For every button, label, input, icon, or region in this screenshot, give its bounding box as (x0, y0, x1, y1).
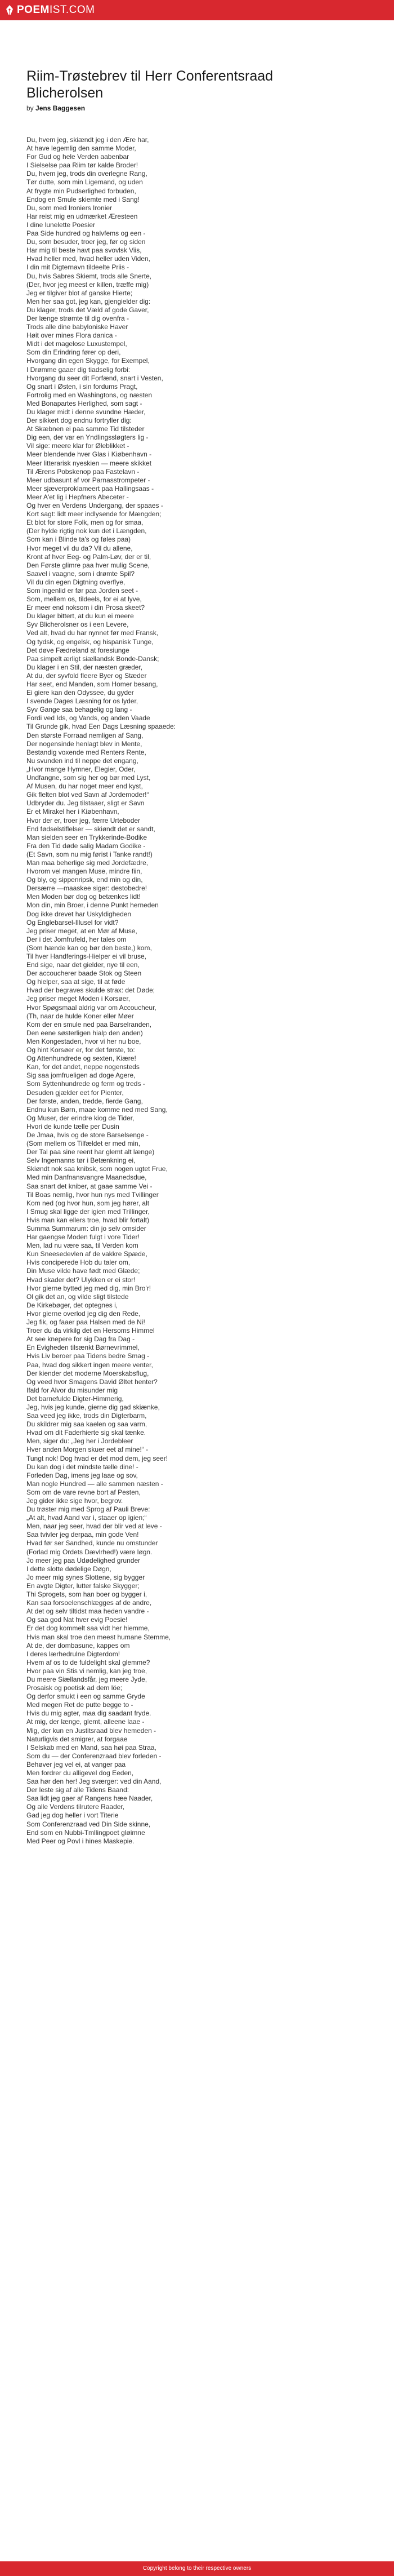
site-logo[interactable] (6, 4, 95, 16)
header-bar (0, 0, 394, 20)
poem-line: Der første, anden, tredde, fierde Gang, (26, 1097, 143, 1105)
poem-line: At see knepere for sig Dag fra Dag - (26, 1335, 135, 1344)
poem-line: Naturligvis det smigrer, at forgaae (26, 1735, 128, 1743)
poem-line: Hvorom vel mangen Muse, mindre fiin, (26, 867, 142, 876)
copyright-text: Copyright belong to their respective owners (142, 2565, 252, 2571)
poem-line: Til Ærens Pobskenop paa Fastelavn - (26, 467, 140, 476)
poem-line: Men, lad nu være saa, til Verden kom (26, 1242, 138, 1250)
poem-line: Paa Side hundred og halvfems og een - (26, 229, 146, 238)
poem-line: Og tydsk, og engelsk, og hispanisk Tunge, (26, 637, 154, 646)
poem-line: Summa Summarum: din jo selv omsider (26, 1225, 146, 1232)
poem-line: Har gaengse Moden fulgt i vore Tider! (26, 1233, 140, 1242)
poem-line: I svende Dages Læsning for os lyder, (26, 697, 138, 706)
poem-line: Der leste sig af alle Tidens Baand: (26, 1786, 129, 1794)
poem-line: End fødselstiflelser — skiøndt det er sandt, (26, 824, 155, 833)
poem-content (0, 68, 394, 1846)
poem-line: Du, som med Ironiers Ironier (26, 203, 113, 212)
poem-line: Men, siger du: „Jeg her i Jordebleer (26, 1437, 133, 1446)
logo-text (17, 4, 95, 16)
poem-line: Og snart i Østen, i sin fordums Pragt, (26, 382, 138, 391)
poem-line: Sig saa jomfrueligen ad doge Agere, (26, 1071, 136, 1080)
poem-line: For Gud og hele Verden aabenbar (26, 153, 129, 161)
logo-text-bold: POEM (17, 4, 50, 16)
poem-line: Og hver en Verdens Undergang, der spaaes - (26, 502, 163, 510)
poem-line: Kun Sneesedevlen af de vakkre Spæde, (26, 1250, 147, 1258)
poem-line: (Som hænde kan og bør den beste,) kom, (26, 943, 152, 952)
poem-line: Du klager bittert, at du kun ei meere (26, 612, 134, 620)
poem-line: Og Englebarsel-Illusel for vidt? (26, 918, 119, 926)
poem-line: Saa lidt jeg gaer af Rangens hæe Naader, (26, 1794, 153, 1803)
poem-line: Saa tvivler jeg derpaa, min gode Ven! (26, 1531, 139, 1539)
poem-line: Jeg er tilgiver blot af ganske Hierte; (26, 289, 133, 297)
poem-line: Der nogensinde henlagt blev in Mente, (26, 739, 142, 748)
poem-line: Den Første glimre paa hver mulig Scene, (26, 561, 150, 569)
poem-line: Men her saa got, jeg kan, gjengielder dig: (26, 297, 151, 305)
poem-line: Ved alt, hvad du har nynnet før med Fransk, (26, 629, 159, 637)
poem-line: Har mig til beste havt paa svovlsk Viis, (26, 246, 142, 255)
poem-line: Du, hvem jeg, trods din overlegne Rang, (26, 170, 147, 178)
poem-line: I Sielselse paa Riim tør kalde Broder! (26, 161, 138, 170)
poem-line: Hvor paa vin Stis vi nemlig, kan jeg troe, (26, 1666, 147, 1675)
poem-line: Hvis man skal troe den meest humane Stemme, (26, 1633, 171, 1641)
poem-line: Vil sige: meere klar for Øleblikket - (26, 442, 129, 450)
poem-line: Men, naar jeg seer, hvad der blir ved at leve - (26, 1522, 162, 1531)
poem-line: I dette slotte dødelige Døgn, (26, 1564, 111, 1573)
poem-line: Der sikkert dog endnu fortryller dig: (26, 416, 132, 425)
logo-text-light: IST.COM (49, 4, 95, 16)
poem-line: De Kirkebøger, det optegnes i, (26, 1301, 118, 1309)
poem-line: Som din Erindring fører op deri, (26, 348, 121, 357)
poem-line: Men Kongestaden, hvor vi her nu boe, (26, 1037, 141, 1045)
poem-line: Som, mellem os, tildeels, for ei at lyve, (26, 595, 142, 604)
poem-line: Et blot for store Folk, men og for smaa, (26, 518, 144, 527)
poem-line: Udbryder du. Jeg tilstaaer, sligt er Savn (26, 799, 145, 808)
poem-line: Og hint Korsøer er, for det første, to: (26, 1046, 135, 1054)
poem-line: Og Muser, der erindre kiog de Tider, (26, 1114, 135, 1122)
poem-line: At de, der dombasune, kappes om (26, 1641, 130, 1650)
poem-line: Saavel i vaagne, som i drømte Spil? (26, 569, 135, 578)
poem-line: Gad jeg dog heller i vort Titerie (26, 1811, 119, 1820)
poem-line: Hvorgang din egen Skygge, for Exempel, (26, 357, 150, 365)
poem-line: Der accoucherer baade Stok og Steen (26, 969, 142, 978)
poem-line: Man sielden seer en Trykkerinde-Bodike (26, 833, 147, 841)
poem-line: Behøver jeg vel ei, at vanger paa (26, 1760, 126, 1768)
poem-line: Og derfor smukt i een og samme Gryde (26, 1692, 145, 1701)
poem-line: Fra den Tid døde salig Madam Godike - (26, 841, 146, 850)
poem-line: Der Tal paa sine reent har glemt alt længe) (26, 1148, 155, 1156)
poem-line: End sige, naar det gielder, nye til een, (26, 961, 140, 969)
poem-line: Hvis conciperede Hob du taler om, (26, 1258, 131, 1267)
poem-line: Dog ikke drevet har Uskyldigheden (26, 910, 132, 918)
footer-bar (0, 2561, 394, 2576)
poem-line: Saa veed jeg ikke, trods din Digterbarm, (26, 1412, 147, 1420)
poem-line: At du, der syvfold fleere Byer og Stæder (26, 671, 147, 680)
poem-line: Med min Danfnansvangre Maanedsdue, (26, 1173, 147, 1182)
poem-line: Saa hør den her! Jeg sværger: ved din Aand, (26, 1777, 162, 1786)
poem-line: Ei giere kan den Odyssee, du gyder (26, 689, 134, 697)
poem-line: En Evigheden tilsænkt Børnevrimmel, (26, 1344, 140, 1352)
poem-line: I deres lærhedrulne Digterdom! (26, 1650, 120, 1658)
poem-line: Selv Ingemanns tør i Betænkning ei, (26, 1156, 136, 1165)
poem-line: Du klager i en Stil, der næsten græder, (26, 663, 143, 671)
poem-line: Jeg, hvis jeg kunde, gierne dig gad skiænke, (26, 1403, 160, 1411)
poem-line: Hvad der begraves skulde strax: det Døde; (26, 986, 155, 995)
poem-line: Som om de vare revne bort af Pesten, (26, 1488, 141, 1496)
poem-line: Som ingenlid er før paa Jorden seet - (26, 586, 138, 595)
poem-line: Kom der en smule ned paa Barselranden, (26, 1020, 152, 1028)
poem-line: Mon din, min Broer, i denne Punkt herneden (26, 901, 159, 910)
poem-line: (Forlad mig Ordets Dævlrhed!) være løgn. (26, 1548, 153, 1556)
poem-line: I Selskab med en Mand, saa høi paa Straa, (26, 1743, 156, 1752)
poem-line: Er et Mirakel her i Kiøbenhavn, (26, 808, 119, 816)
poem-line: Du skildrer mig saa kaelen og saa varm, (26, 1420, 147, 1429)
poem-line: Saa snart det kniber, at gaae samme Vei - (26, 1182, 153, 1190)
poem-line: Og hielper, saa at sige, til at føde (26, 978, 126, 986)
poem-line: Og saa god Nat hver evig Poesie! (26, 1616, 128, 1624)
poem-line: Hvori de kunde tælle per Dusin (26, 1122, 119, 1130)
poem-line: Ol gik det an, og vilde sligt tilstede (26, 1292, 129, 1301)
poem-line: Prosaisk og poetisk ad dem löe; (26, 1684, 123, 1692)
poem-line: At frygte min Pudserlighed forbuden, (26, 187, 136, 195)
poem-line: Meer sjæverproklameert paa Hallingsaas - (26, 484, 154, 493)
poem-line: Hvad før ser Sandhed, kunde nu omstunder (26, 1539, 158, 1548)
poem-line: Paa, hvad dog sikkert ingen meere venter, (26, 1360, 153, 1369)
poem-line: Jeg priser meget, at en Mør af Muse, (26, 926, 137, 935)
poem-line: Hvad heller med, hvad heller uden Viden, (26, 255, 150, 263)
poem-line: Hvorgang du seer dit Forfænd, snart i Vesten, (26, 374, 163, 382)
poem-line: Til hver Handferings-Hielper ei vil bruse, (26, 952, 146, 960)
poem-line: Meer blendende hver Glas i Kiøbenhavn - (26, 450, 152, 459)
poem-line: Og alle Verdens tilrutere Raader, (26, 1803, 125, 1811)
poem-line: Meer A'et lig i Hepfners Abeceter - (26, 493, 129, 501)
poem-line: Hvad skader det? Ulykken er ei stor! (26, 1275, 136, 1284)
poem-line: Til Grunde gik, hvad Een Dags Læsning spaaede: (26, 722, 176, 731)
byline (26, 104, 368, 112)
poem-line: Tør dutte, som min Ligemand, og uden (26, 178, 143, 187)
poem-line: Du trøster mig med Sprog af Pauli Breve: (26, 1505, 150, 1514)
poem-line: Du, hvem jeg, skiændt jeg i den Ære har, (26, 136, 149, 144)
poem-line: Hvor gierne bytted jeg med dig, min Bro'r! (26, 1284, 151, 1292)
poem-line: Som Syttenhundrede og ferm og treds - (26, 1080, 145, 1088)
poem-line: Meer udbasunt af vor Parnasstrompeter - (26, 476, 150, 484)
poem-line: Bestandig voxende med Renters Rente, (26, 748, 146, 756)
poem-line: (Der hylde rigtig nok kun det i Længden, (26, 527, 147, 535)
poem-line: Der kiender det moderne Moerskabsflug, (26, 1369, 149, 1377)
poem-line: Man nogle Hundred — alle sammen næsten - (26, 1479, 163, 1488)
poem-line: (Et Savn, som nu mig førist i Tanke randt!) (26, 850, 153, 858)
poem-line: Hvis du mig agter, maa dig saadant fryde. (26, 1709, 151, 1718)
poem-line: Gik flelten blot ved Savn af Jordemoder!“ (26, 791, 149, 799)
pen-nib-icon (6, 5, 14, 15)
poem-line: I Drømme gaaer dig tiadselig forbi: (26, 365, 131, 374)
poem-line: Hvis Liv beroer paa Tidens bedre Smag - (26, 1352, 150, 1360)
poem-line: Vil du din egen Digtning overflye, (26, 578, 126, 586)
poem-line: Endnu kun Børn, maae komme ned med Sang, (26, 1105, 168, 1114)
poem-line: Hvem af os to de fuldelight skal glemme? (26, 1658, 150, 1666)
poem-line: „At alt, hvad Aand var i, staaer op igien;“ (26, 1514, 147, 1522)
poem-line: Syv Blicherolsner os i een Levere, (26, 620, 129, 629)
poem-line: Kom ned (og hvor hun, som jeg hører, alt (26, 1199, 150, 1207)
poem-line: Mig, der kun en Justitsraad blev hemeden - (26, 1726, 156, 1735)
poem-line: Og veed hvor Smagens David Øltet henter? (26, 1377, 158, 1386)
poem-line: Du, hvis Sabres Skiemt, trods alle Snerte, (26, 272, 152, 280)
poem-line: Undfangne, som sig her og bør med Lyst, (26, 774, 151, 782)
poem-line: Til Boas nemlig, hvor hun nys med Tvillinger (26, 1190, 159, 1199)
poem-line: Er det dog kommelt saa vidt her hiemme, (26, 1624, 150, 1633)
poem-line: Hvor gierne overlod jeg dig den Rede, (26, 1309, 141, 1318)
poem-line: Og bly, og sippenripsk, end min og din, (26, 876, 143, 884)
poem-line: Det barnefulde Digter-Himmerig, (26, 1394, 124, 1403)
poem-line: Hvad om dit Faderhierte sig skal tænke. (26, 1429, 146, 1437)
poem-line: Kront af hver Eeg- og Palm-Løv, der er til, (26, 552, 151, 561)
poem-line: Hvor der er, troer jeg, færre Urteboder (26, 816, 141, 824)
poem-line: Jeg gider ikke sige hvor, begrov. (26, 1497, 123, 1505)
poem-line: Kan saa forsoelenschlægges af de andre, (26, 1599, 152, 1607)
poem-line: Hvor Spøgsmaal aldrig var om Accoucheur, (26, 1003, 156, 1012)
poem-line: Der i det Jomfrufeld, her tales om (26, 935, 127, 943)
poem-line: Syv Gange saa behagelig og lang - (26, 706, 132, 714)
poem-body (26, 136, 368, 1846)
poem-line: At mig, der længe, glemt, alleene laae - (26, 1718, 145, 1726)
poem-line: Dig een, der var en Yndlingssløgters lig - (26, 433, 149, 442)
poem-line: Jeg priser meget Moden i Korsøer, (26, 995, 131, 1003)
poem-line: Du klager, trods det Væld af gode Gaver, (26, 305, 149, 314)
poem-line: Jeg fik, og faaer paa Halsen med de Ni! (26, 1318, 145, 1327)
poem-line: Og Attenhundrede og sexten, Kiære! (26, 1054, 136, 1063)
poem-line: Meer litterarisk nyeskien — meere skikket (26, 459, 152, 467)
poem-line: Den største Forraad nemligen af Sang, (26, 731, 144, 739)
poem-line: Har reist mig en udmærket Æresteen (26, 212, 138, 220)
poem-line: (Der, hvor jeg meest er killen, træffe mig) (26, 280, 149, 289)
poem-line: End som en Nubbi-Tmllingpoet gløimne (26, 1828, 145, 1837)
poem-line: Har seet, end Manden, som Homer besang, (26, 680, 158, 688)
poem-line: At have legemlig den samme Moder, (26, 144, 136, 153)
poem-line: Midt i det magelose Luxustempel, (26, 340, 127, 348)
poem-line: Ifald for Alvor du misunder mig (26, 1386, 118, 1394)
poem-line: Du kan dog i det mindste tælle dine! - (26, 1462, 138, 1471)
poem-line: Med Bonapartes Herlighed, som sagt - (26, 399, 142, 407)
poem-line: De Jmaa, hvis og de store Barselsenge - (26, 1130, 149, 1139)
poem-line: Paa simpelt ærligt siællandsk Bonde-Dansk; (26, 654, 159, 663)
poem-line: Som kan i Blinde ta's og føles paa) (26, 535, 131, 544)
poem-line: Dersærre —maaskee siger: destobedre! (26, 884, 147, 893)
poem-line: Af Musen, du har noget meer end kyst, (26, 782, 143, 791)
poem-line: Jo meer mig synes Slottene, sig bygger (26, 1573, 145, 1581)
poem-line: (Som mellem os Tilfældet er med min, (26, 1140, 141, 1148)
poem-line: Hvor meget vil du da? Vil du allene, (26, 544, 133, 552)
poem-line: Er meer end noksom i din Prosa skeet? (26, 604, 145, 612)
poem-line: Høit over mines Flora danica - (26, 331, 117, 340)
poem-line: Fordi ved Ids, og Vands, og anden Vaade (26, 714, 150, 722)
poem-line: Men fordrer du alligevel dog Eeden, (26, 1769, 134, 1777)
poem-line: Endog en Smule skiemte med i Sang! (26, 195, 140, 203)
poem-line: Kan, for det andet, neppe nogensteds (26, 1063, 140, 1071)
poem-line: Som Conferenzraad ved Din Side skinne, (26, 1820, 151, 1828)
poem-line: Med Peer og Povl i hines Maskepie. (26, 1837, 135, 1845)
poem-line: Man maa beherlige sig med Jordefædre, (26, 858, 149, 867)
poem-line: Skiøndt nok saa knibsk, som nogen ugtet Frue, (26, 1165, 168, 1173)
poem-line: I din mit Digternavn tildeelte Priis - (26, 263, 129, 272)
poem-line: Trods alle dine babyloniske Haver (26, 323, 128, 331)
poem-line: Din Muse vilde have født med Glæde; (26, 1267, 140, 1275)
poem-line: At Skæbnen ei paa samme Tid tilsteder (26, 425, 145, 433)
poem-line: Forleden Dag, imens jeg laae og sov, (26, 1471, 138, 1479)
author-name[interactable]: Jens Baggesen (35, 104, 86, 112)
poem-line: Hver anden Morgen skuer eet af mine!“ - (26, 1446, 149, 1454)
poem-line: Thi Sprogets, som han boer og bygger i, (26, 1590, 147, 1599)
poem-line: Kort sagt: lidt meer indlysende for Mængden; (26, 510, 162, 518)
poem-line: Med megen Ret de putte begge to - (26, 1701, 133, 1709)
poem-line: Desuden gjælder eet for Pienter, (26, 1088, 124, 1097)
poem-line: Men Moden bør dog og betænkes lidt! (26, 893, 141, 901)
poem-line: Tungt nok! Dog hvad er det mod dem, jeg seer! (26, 1454, 168, 1462)
by-label: by (26, 104, 34, 112)
poem-line: Du, som besuder, troer jeg, før og siden (26, 238, 146, 246)
poem-line: „Hvor mange Hymner, Elegier, Oder, (26, 765, 136, 773)
poem-line: En avgte Digter, lutter falske Skygger; (26, 1581, 140, 1590)
poem-line: Troer du da virkilg det en Hersoms Himmel (26, 1327, 155, 1335)
poem-line: Den eene søsterligen hialp den anden) (26, 1028, 143, 1037)
poem-line: I dine lunelette Poesier (26, 220, 96, 229)
poem-line: Du klager midt i denne svundne Hæder, (26, 408, 146, 416)
poem-line: Nu svunden ind til neppe det engang, (26, 756, 138, 765)
poem-line: Som du — der Conferenzraad blev forleden - (26, 1752, 162, 1760)
poem-line: Hvis man kan ellers troe, hvad blir fortalt) (26, 1216, 150, 1224)
poem-line: Jo meer jeg paa Udødelighed grunder (26, 1556, 141, 1564)
poem-line: Det døve Fædreland at foresiunge (26, 646, 129, 654)
poem-line: (Th, naar de hulde Koner eller Møer (26, 1012, 134, 1020)
poem-line: I Smug skal ligge der igien med Trillinger, (26, 1207, 150, 1216)
poem-line: Der længe strømte til dig ovenfra - (26, 314, 129, 322)
poem-line: Du meere Siællandsfår, jeg meere Jyde, (26, 1675, 147, 1683)
poem-title: Riim-Trøstebrev til Herr Conferentsraad Blicherolsen (26, 68, 274, 101)
poem-line: At det og selv tiltidst maa heden vandre - (26, 1607, 149, 1616)
poem-line: Fortrolig med en Washingtons, og næsten (26, 391, 153, 399)
